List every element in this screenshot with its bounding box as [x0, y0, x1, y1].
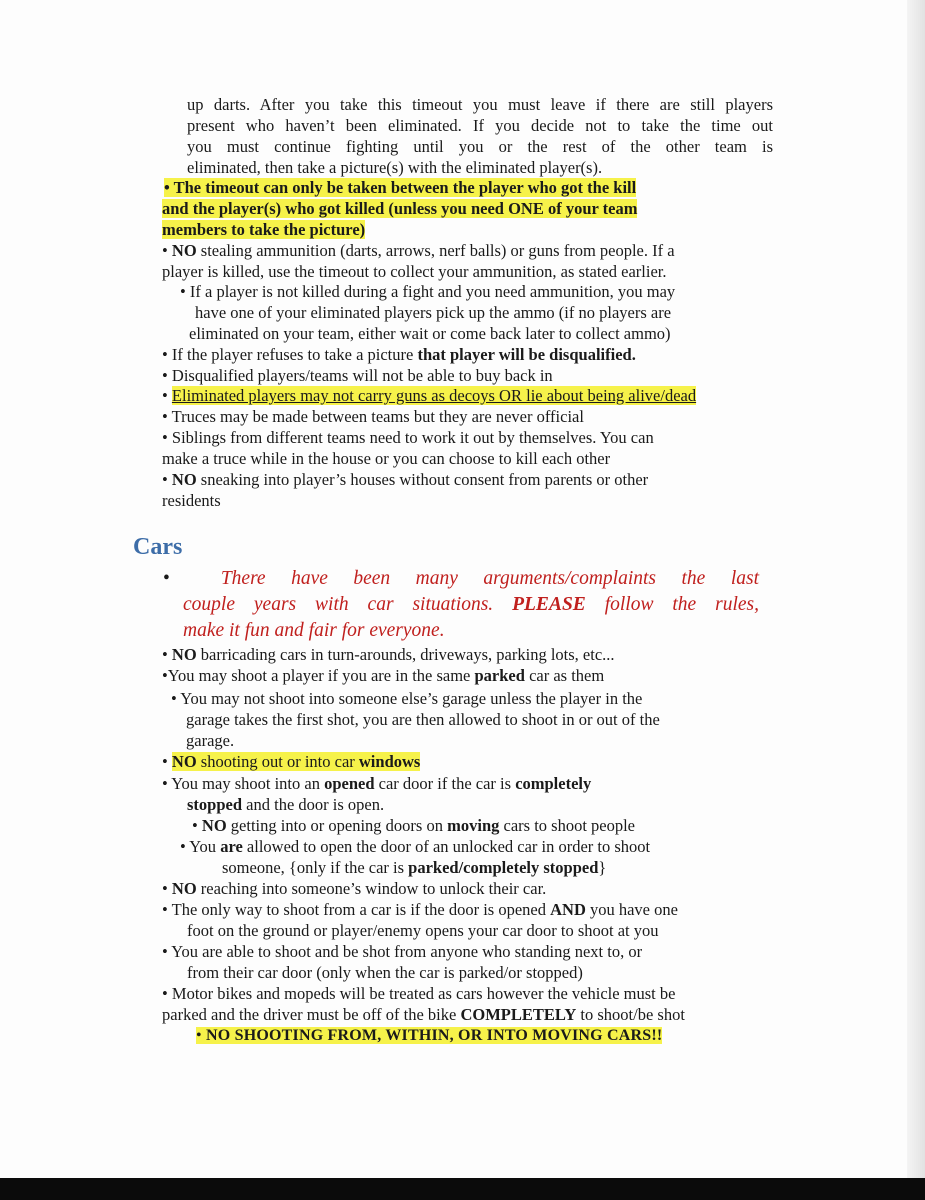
garage-rule-cont: garage takes the first shot, you are then allowed to shoot in or out of the	[186, 710, 660, 729]
siblings-rule-cont: make a truce while in the house or you can choose to kill each other	[162, 449, 611, 468]
unlocked-rule-cont: someone, {only if the car is parked/completely stopped}	[222, 858, 607, 877]
opened-door-rule-cont: stopped and the door is open.	[187, 795, 385, 814]
timeout-rule-line: and the player(s) who got killed (unless you need ONE of your team	[162, 199, 638, 218]
not-killed-rule-cont: eliminated on your team, either wait or come back later to collect ammo)	[189, 324, 671, 343]
reaching-rule: • NO reaching into someone’s window to unlock their car.	[162, 879, 547, 898]
only-way-rule: • The only way to shoot from a car is if the door is opened AND you have one	[162, 900, 678, 919]
not-killed-rule-cont: have one of your eliminated players pick up the ammo (if no players are	[195, 303, 672, 322]
sneaking-rule: • NO sneaking into player’s houses without consent from parents or other	[162, 470, 649, 489]
paragraph-line: present who haven’t been eliminated. If you decide not to take the time out	[187, 116, 773, 135]
disqualified-rule: • Disqualified players/teams will not be able to buy back in	[162, 366, 553, 385]
windows-rule: • NO shooting out or into car windows	[162, 752, 421, 771]
paragraph-line: you must continue fighting until you or the rest of the other team is	[187, 137, 773, 156]
standing-rule-cont: from their car door (only when the car is parked/or stopped)	[187, 963, 583, 982]
timeout-rule-line: members to take the picture)	[162, 220, 366, 239]
same-car-rule: •You may shoot a player if you are in the same parked car as them	[162, 666, 605, 685]
garage-rule-cont: garage.	[186, 731, 235, 750]
final-rule: • NO SHOOTING FROM, WITHIN, OR INTO MOVING CARS!!	[196, 1027, 663, 1044]
page-edge-shadow	[907, 0, 925, 1178]
paragraph-line: eliminated, then take a picture(s) with the eliminated player(s).	[187, 158, 603, 177]
barricading-rule: • NO barricading cars in turn-arounds, driveways, parking lots, etc...	[162, 645, 615, 664]
bottom-bar	[0, 1178, 925, 1200]
refuses-rule: • If the player refuses to take a picture that player will be disqualified.	[162, 345, 636, 364]
timeout-rule-line: • The timeout can only be taken between the player who got the kill	[164, 178, 637, 197]
moving-doors-rule: • NO getting into or opening doors on moving cars to shoot people	[192, 816, 636, 835]
cars-note-line: make it fun and fair for everyone.	[183, 620, 445, 641]
cars-heading: Cars	[133, 534, 183, 560]
not-killed-rule: • If a player is not killed during a fight and you need ammunition, you may	[180, 282, 676, 301]
paragraph-line: up darts. After you take this timeout you must leave if there are still players	[187, 95, 773, 114]
cars-note-line: • There have been many arguments/complaints the last	[163, 568, 759, 589]
motor-rule-cont: parked and the driver must be off of the bike COMPLETELY to shoot/be shot	[162, 1005, 685, 1024]
motor-rule: • Motor bikes and mopeds will be treated as cars however the vehicle must be	[162, 984, 676, 1003]
decoys-rule: • Eliminated players may not carry guns as decoys OR lie about being alive/dead	[162, 386, 697, 405]
stealing-rule: • NO stealing ammunition (darts, arrows, nerf balls) or guns from people. If a	[162, 241, 675, 260]
standing-rule: • You are able to shoot and be shot from anyone who standing next to, or	[162, 942, 643, 961]
only-way-rule-cont: foot on the ground or player/enemy opens your car door to shoot at you	[187, 921, 659, 940]
sneaking-rule-cont: residents	[162, 491, 221, 510]
opened-door-rule: • You may shoot into an opened car door if the car is completely	[162, 774, 592, 793]
stealing-rule-cont: player is killed, use the timeout to collect your ammunition, as stated earlier.	[162, 262, 667, 281]
siblings-rule: • Siblings from different teams need to work it out by themselves. You can	[162, 428, 654, 447]
garage-rule: • You may not shoot into someone else’s garage unless the player in the	[171, 689, 643, 708]
unlocked-rule: • You are allowed to open the door of an unlocked car in order to shoot	[180, 837, 651, 856]
cars-note-line: couple years with car situations. PLEASE follow the rules,	[183, 594, 759, 615]
truces-rule: • Truces may be made between teams but they are never official	[162, 407, 584, 426]
